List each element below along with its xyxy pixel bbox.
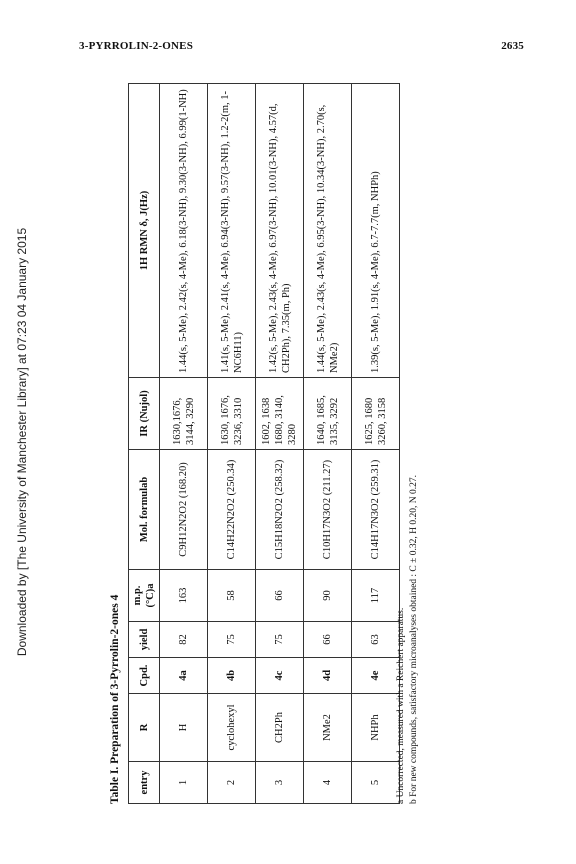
cell-ir: 1630, 1676, 3236, 3310	[208, 378, 256, 450]
cell-r: cyclohexyl	[208, 694, 256, 762]
cell-formula: C15H18N2O2 (258.32)	[256, 450, 304, 570]
cell-entry: 5	[352, 762, 400, 804]
cell-formula: C14H17N3O2 (259.31)	[352, 450, 400, 570]
col-header-cpd: Cpd.	[129, 658, 160, 694]
cell-cpd: 4b	[208, 658, 256, 694]
col-header-formula: Mol. formulab	[129, 450, 160, 570]
cell-r: NHPh	[352, 694, 400, 762]
col-header-r: R	[129, 694, 160, 762]
cell-entry: 3	[256, 762, 304, 804]
col-header-entry: entry	[129, 762, 160, 804]
cell-yield: 75	[208, 622, 256, 658]
cell-r: CH2Ph	[256, 694, 304, 762]
cell-yield: 82	[160, 622, 208, 658]
rotated-table-block	[105, 84, 435, 804]
cell-nmr: 1.44(s, 5-Me), 2.43(s, 4-Me), 6.95(3-NH), 10.34(3-NH), 2.70(s, NMe2)	[304, 84, 352, 378]
cell-formula: C9H12N2O2 (168.20)	[160, 450, 208, 570]
cell-nmr: 1.44(s, 5-Me), 2.42(s, 4-Me), 6.18(3-NH), 9.30(3-NH), 6.99(1-NH)	[160, 84, 208, 378]
footnote-b: b For new compounds, satisfactory microanalyses obtained : C ± 0.32, H 0.20, N 0.27.	[408, 475, 419, 804]
cell-mp: 90	[304, 570, 352, 622]
cell-ir: 1602, 1638 1680, 3140, 3280	[256, 378, 304, 450]
cell-formula: C14H22N2O2 (250.34)	[208, 450, 256, 570]
cell-r: NMe2	[304, 694, 352, 762]
cell-ir: 1630,1676, 3144, 3290	[160, 378, 208, 450]
cell-mp: 58	[208, 570, 256, 622]
cell-cpd: 4c	[256, 658, 304, 694]
page-number: 2635	[501, 40, 524, 52]
cell-cpd: 4a	[160, 658, 208, 694]
cell-ir: 1625, 1680 3260, 3158	[352, 378, 400, 450]
cell-yield: 75	[256, 622, 304, 658]
col-header-yield: yield	[129, 622, 160, 658]
cell-cpd: 4e	[352, 658, 400, 694]
cell-mp: 117	[352, 570, 400, 622]
cell-nmr: 1.42(s, 5-Me), 2.43(s, 4-Me), 6.97(3-NH), 10.01(3-NH), 4.57(d, CH2Ph), 7.35(m, Ph)	[256, 84, 304, 378]
data-table	[128, 83, 400, 804]
table-header-row	[129, 84, 160, 804]
col-header-mp: m.p.(°C)a	[129, 570, 160, 622]
table-row	[160, 84, 208, 804]
cell-mp: 163	[160, 570, 208, 622]
footnote-a: a Uncorrected, measured with a Reichert apparatus.	[396, 607, 406, 804]
table-footnotes	[395, 475, 421, 804]
cell-r: H	[160, 694, 208, 762]
cell-nmr: 1.39(s, 5-Me), 1.91(s, 4-Me), 6.7-7.7(m, NHPh)	[352, 84, 400, 378]
cell-ir: 1640, 1685, 3135, 3292	[304, 378, 352, 450]
cell-mp: 66	[256, 570, 304, 622]
col-header-nmr: 1H RMN δ, J(Hz)	[129, 84, 160, 378]
cell-entry: 4	[304, 762, 352, 804]
cell-formula: C10H17N3O2 (211.27)	[304, 450, 352, 570]
table-row	[256, 84, 304, 804]
table-row	[208, 84, 256, 804]
table-row	[352, 84, 400, 804]
cell-entry: 2	[208, 762, 256, 804]
running-header-title: 3-PYRROLIN-2-ONES	[79, 40, 194, 52]
watermark-text: Downloaded by [The University of Manchester Library] at 07:23 04 January 2015	[15, 227, 29, 657]
table-caption: Table I. Preparation of 3-Pyrrolin-2-ones 4	[109, 594, 121, 804]
col-header-ir: IR (Nujol)	[129, 378, 160, 450]
cell-yield: 66	[304, 622, 352, 658]
cell-yield: 63	[352, 622, 400, 658]
cell-cpd: 4d	[304, 658, 352, 694]
table-row	[304, 84, 352, 804]
cell-entry: 1	[160, 762, 208, 804]
cell-nmr: 1.41(s, 5-Me), 2.41(s, 4-Me), 6.94(3-NH), 9.57(3-NH), 1.2-2(m, 1-NC6H11)	[208, 84, 256, 378]
